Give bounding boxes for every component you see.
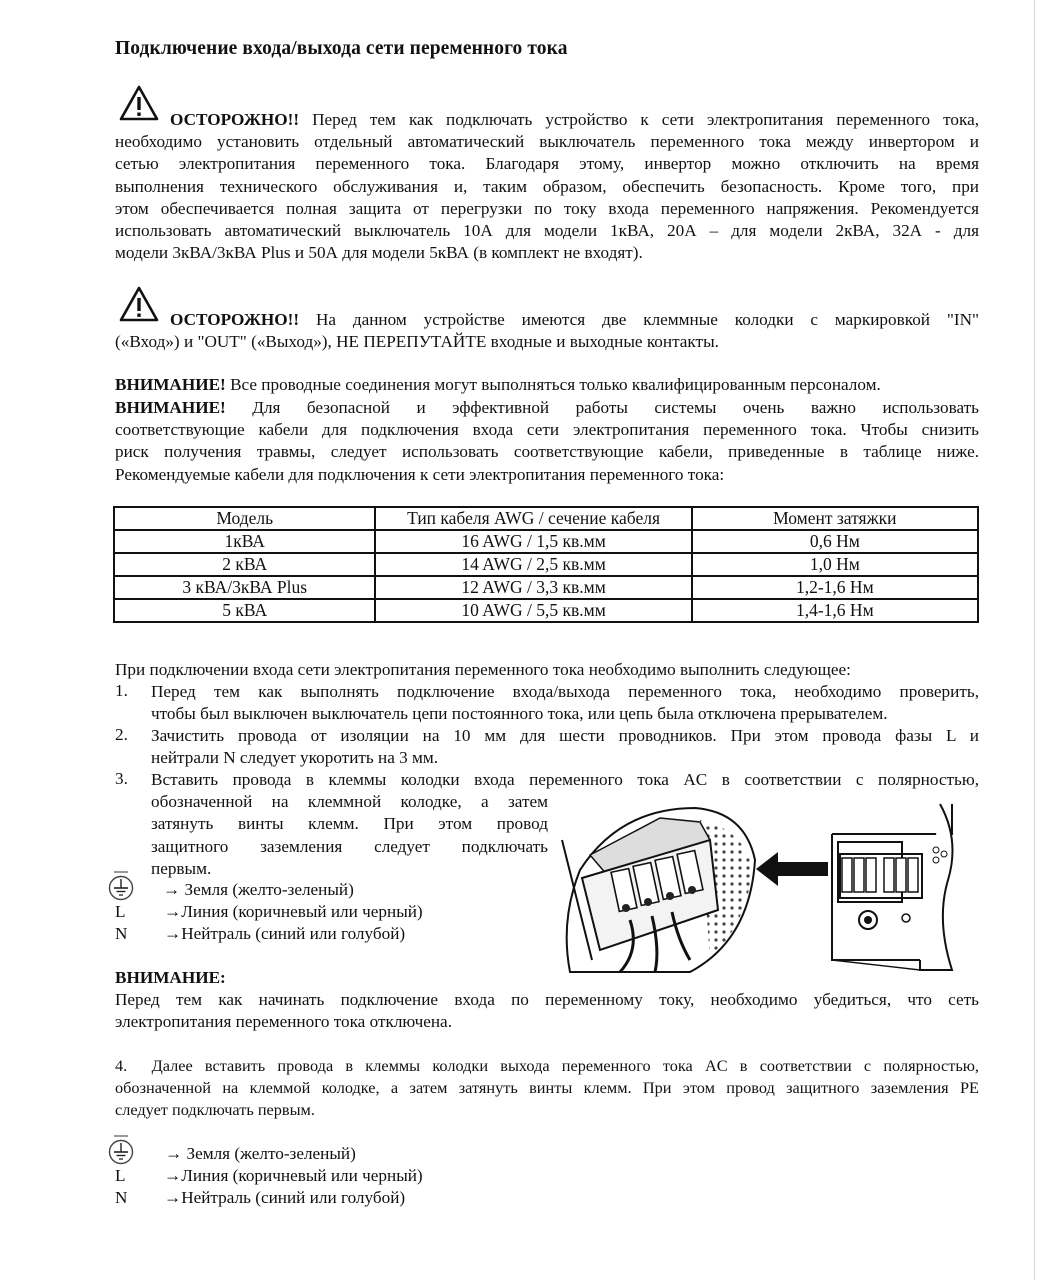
terminal-block-illustration <box>560 800 980 978</box>
table-cell: 5 кВА <box>114 599 375 622</box>
notice-1-label: ВНИМАНИЕ! <box>115 375 226 394</box>
notice-2-line: соответствующие кабели для подключения входа сети электропитания переменного тока. Чтобы снизить <box>115 420 979 440</box>
step-number: 2. <box>115 725 128 744</box>
warning-2-label: ОСТОРОЖНО!! <box>170 310 300 329</box>
wire-neutral: N →Нейтраль (синий или голубой) <box>115 924 406 943</box>
page-edge <box>1034 0 1035 1280</box>
protective-earth-icon <box>106 869 136 903</box>
table-cell: 12 AWG / 3,3 кв.мм <box>375 576 691 599</box>
wire-line: L →Линия (коричневый или черный) <box>115 1166 423 1185</box>
warning-2-line: ОСТОРОЖНО!! На данном устройстве имеются две клеммные колодки с маркировкой "IN" <box>170 310 979 329</box>
wire-symbol: N <box>115 1188 128 1207</box>
notice-2-line: риск получения травмы, следует использовать соответствующие кабели, приведенные в таблице ниже. <box>115 442 979 462</box>
warning-1 <box>115 109 979 264</box>
warning-1-label: ОСТОРОЖНО!! <box>170 110 300 129</box>
step-line: нейтрали N следует укоротить на 3 мм. <box>151 748 439 768</box>
step-line: следует подключать первым. <box>115 1100 315 1120</box>
step-1 <box>151 681 979 725</box>
table-row <box>114 553 978 576</box>
warning-1-line: этом обеспечивается полная защита от перегрузки по току входа переменного напряжения. Рекомендуется <box>115 198 979 218</box>
table-cell: 16 AWG / 1,5 кв.мм <box>375 530 691 553</box>
page-title: Подключение входа/выхода сети переменного тока <box>115 38 568 59</box>
steps-intro: При подключении входа сети электропитания переменного тока необходимо выполнить следующее: <box>115 660 851 679</box>
step-line: Зачистить провода от изоляции на 10 мм для шести проводников. При этом провода фазы L и <box>151 726 979 745</box>
step-4 <box>115 1055 979 1122</box>
step-number: 4. <box>115 1056 128 1075</box>
step-line: 4. Далее вставить провода в клеммы колодки выхода переменного тока AC в соответствии с полярностью, <box>115 1056 980 1075</box>
wire-symbol: N <box>115 924 128 943</box>
step-line: обозначенной на клеммной колодке, а затем <box>151 792 548 812</box>
step-line: защитного заземления следует подключать <box>151 836 548 856</box>
warning-1-line: модели 3кВА/3кВА Plus и 50А для модели 5кВА (в комплект не входят). <box>115 243 643 263</box>
warning-1-line: необходимо установить отдельный автоматический выключатель переменного тока между инвертором и <box>115 132 979 152</box>
step-line: Перед тем как выполнять подключение входа/выхода переменного тока, необходимо проверить, <box>151 682 979 701</box>
table-header-row <box>114 507 978 530</box>
table-cell: 2 кВА <box>114 553 375 576</box>
warning-1-line: сетью электропитания переменного тока. Благодаря этому, инвертор можно отключить на время <box>115 154 979 174</box>
notice-2-line: ВНИМАНИЕ! Для безопасной и эффективной работы системы очень важно использовать <box>115 398 979 417</box>
table-row <box>114 576 978 599</box>
table-cell: 1,0 Нм <box>692 553 978 576</box>
wire-symbol: L <box>115 1166 126 1185</box>
notice-2 <box>115 397 979 486</box>
cable-table <box>113 506 979 623</box>
step-number: 1. <box>115 681 128 700</box>
arrow-icon <box>756 852 828 886</box>
warning-2-line: («Вход») и "OUT" («Выход»), НЕ ПЕРЕПУТАЙТЕ входные и выходные контакты. <box>115 332 719 352</box>
wire-neutral: N →Нейтраль (синий или голубой) <box>115 1188 406 1207</box>
notice-1-line: ВНИМАНИЕ! Все проводные соединения могут выполняться только квалифицированным персоналом. <box>115 375 881 394</box>
device-panel <box>832 804 953 970</box>
notice-3-line: электропитания переменного тока отключена. <box>115 1012 452 1032</box>
step-line: чтобы был выключен выключатель цепи постоянного тока, или цепь была отключена прерывателем. <box>151 704 888 724</box>
notice-3-line: Перед тем как начинать подключение входа по переменному току, необходимо убедиться, что сеть <box>115 990 979 1010</box>
protective-earth-icon <box>106 1133 136 1167</box>
step-line: Вставить провода в клеммы колодки входа переменного тока AC в соответствии с полярностью, <box>151 770 979 789</box>
step-line: затянуть винты клемм. При этом провод <box>151 814 548 834</box>
notice-1 <box>115 374 979 396</box>
notice-3 <box>115 967 979 1034</box>
step-number: 3. <box>115 769 128 788</box>
table-row <box>114 530 978 553</box>
warning-1-line: использовать автоматический выключатель 10А для модели 1кВА, 20А – для модели 2кВА, 32А - для <box>115 221 979 241</box>
closeup-view <box>562 808 755 972</box>
wire-symbol: L <box>115 902 126 921</box>
table-cell: 1кВА <box>114 530 375 553</box>
wire-ground: → Земля (желто-зеленый) <box>165 1144 356 1163</box>
warning-1-line: ОСТОРОЖНО!! Перед тем как подключать устройство к сети электропитания переменного тока, <box>170 110 979 129</box>
wire-ground: → Земля (желто-зеленый) <box>163 880 354 899</box>
table-cell: 1,4-1,6 Нм <box>692 599 978 622</box>
notice-2-label: ВНИМАНИЕ! <box>115 398 226 417</box>
table-cell: 14 AWG / 2,5 кв.мм <box>375 553 691 576</box>
step-2 <box>151 725 979 769</box>
table-cell: 3 кВА/3кВА Plus <box>114 576 375 599</box>
table-cell: 1,2-1,6 Нм <box>692 576 978 599</box>
table-cell: 10 AWG / 5,5 кв.мм <box>375 599 691 622</box>
table-header-cell: Момент затяжки <box>692 507 978 530</box>
warning-2 <box>115 309 979 353</box>
table-row <box>114 599 978 622</box>
step-line: обозначенной на клеммой колодке, а затем затянуть винты клемм. При этом провод защитного заземления PE <box>115 1078 979 1098</box>
notice-2-line: Рекомендуемые кабели для подключения к сети электропитания переменного тока: <box>115 464 725 484</box>
table-cell: 0,6 Нм <box>692 530 978 553</box>
wire-line: L →Линия (коричневый или черный) <box>115 902 423 921</box>
step-line: первым. <box>151 858 212 878</box>
table-header-cell: Тип кабеля AWG / сечение кабеля <box>375 507 691 530</box>
warning-1-line: выполнения технического обслуживания и, таким образом, обеспечить безопасность. Кроме того, при <box>115 176 979 196</box>
notice-3-label: ВНИМАНИЕ: <box>115 968 226 987</box>
table-header-cell: Модель <box>114 507 375 530</box>
